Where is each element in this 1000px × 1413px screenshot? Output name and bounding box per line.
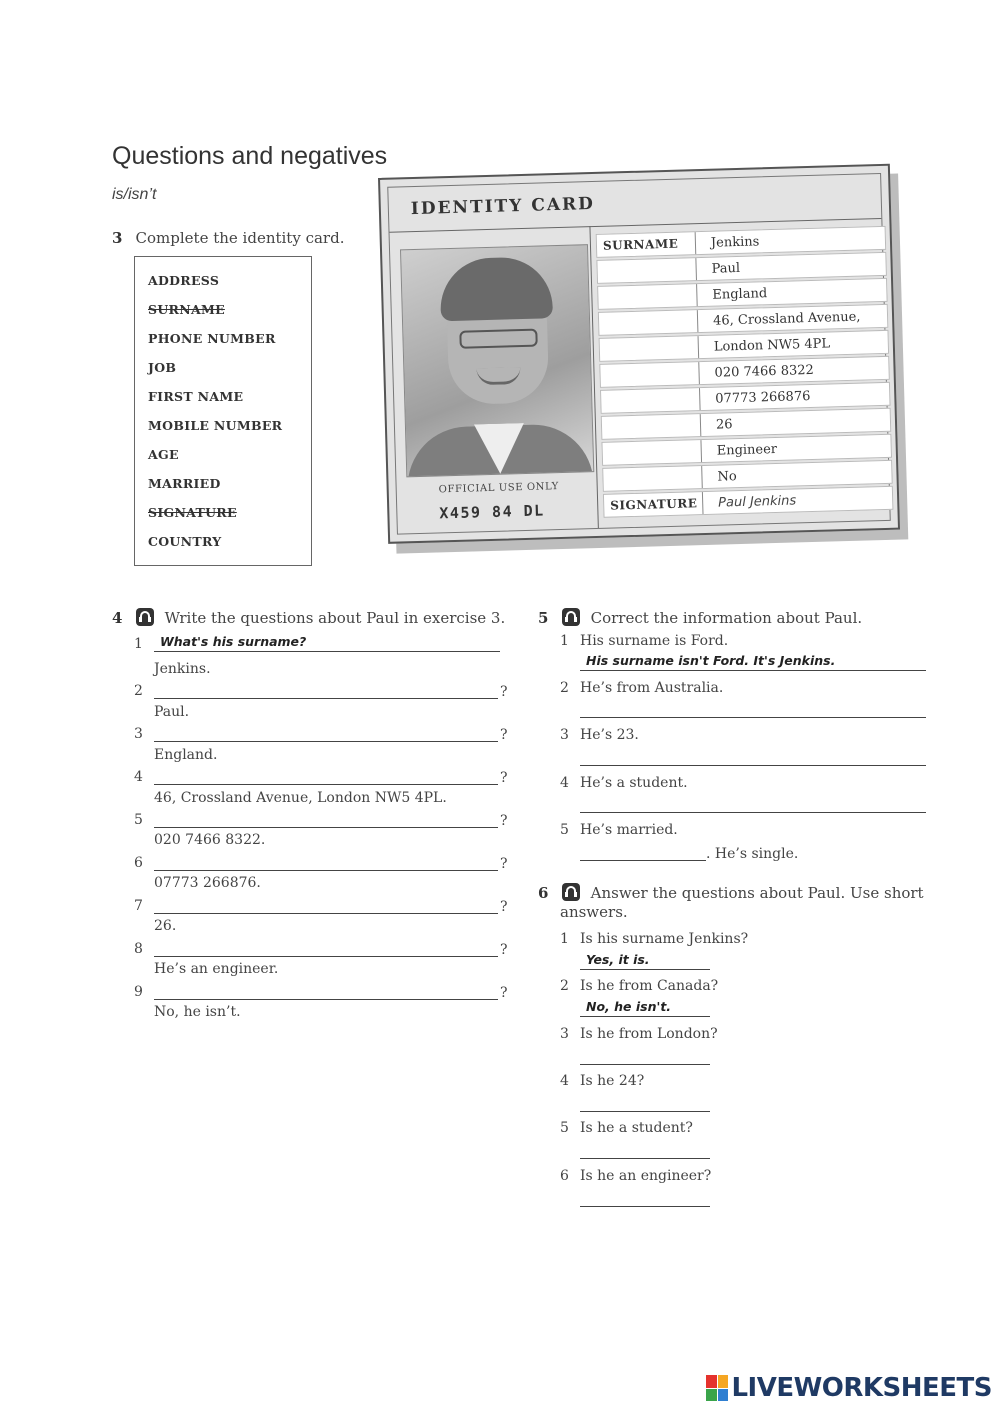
card-row-value: 07773 266876 bbox=[715, 389, 811, 407]
card-body bbox=[378, 164, 900, 544]
card-row-value: 46, Crossland Avenue, bbox=[712, 309, 861, 329]
example-answer: His surname isn't Ford. It's Jenkins. bbox=[586, 653, 836, 668]
statement: He’s a student. bbox=[580, 775, 688, 791]
exercise-4-heading bbox=[112, 608, 505, 627]
card-code: X459 84 DL bbox=[439, 501, 545, 523]
question-number: 8 bbox=[134, 941, 143, 957]
card-row-value: 020 7466 8322 bbox=[714, 362, 815, 381]
answer-line bbox=[580, 1016, 710, 1017]
question-mark: ? bbox=[500, 727, 508, 743]
answer-line bbox=[580, 670, 926, 671]
exercise-number: 5 bbox=[538, 609, 549, 627]
exercise-6-heading bbox=[538, 883, 924, 902]
question-mark: ? bbox=[500, 684, 508, 700]
card-row-value: Paul bbox=[711, 260, 741, 277]
question: Is he 24? bbox=[580, 1073, 645, 1089]
headphones-icon bbox=[136, 608, 154, 626]
item-number: 4 bbox=[560, 1073, 569, 1089]
question-mark: ? bbox=[500, 985, 508, 1001]
item-number: 2 bbox=[560, 978, 569, 994]
question-input-line[interactable] bbox=[154, 827, 498, 828]
example-answer: What's his surname? bbox=[160, 634, 307, 649]
statement-suffix: . He’s single. bbox=[706, 846, 799, 862]
card-row-label: SURNAME bbox=[602, 236, 679, 253]
question-number: 4 bbox=[134, 769, 143, 785]
word-signature: SIGNATURE bbox=[148, 505, 237, 520]
question: Is he a student? bbox=[580, 1120, 693, 1136]
exercise-number: 6 bbox=[538, 884, 549, 902]
identity-card bbox=[378, 163, 908, 557]
question-number: 7 bbox=[134, 898, 143, 914]
headphones-icon bbox=[562, 883, 580, 901]
card-row-value: London NW5 4PL bbox=[713, 336, 831, 355]
question-input-line[interactable] bbox=[154, 913, 498, 914]
card-row-label: SIGNATURE bbox=[610, 496, 698, 513]
item-number: 6 bbox=[560, 1168, 569, 1184]
question-number: 9 bbox=[134, 984, 143, 1000]
question-number: 3 bbox=[134, 726, 143, 742]
exercise-instruction: Correct the information about Paul. bbox=[590, 609, 863, 627]
card-row-value: Jenkins bbox=[710, 234, 760, 251]
answer-line bbox=[154, 651, 500, 652]
photo-hair bbox=[439, 256, 553, 321]
example-answer: Yes, it is. bbox=[586, 952, 650, 967]
given-answer: Jenkins. bbox=[154, 661, 211, 677]
headphones-icon bbox=[562, 608, 580, 626]
given-answer: Paul. bbox=[154, 704, 190, 720]
question-input-line[interactable] bbox=[154, 870, 498, 871]
word-first-name: FIRST NAME bbox=[148, 389, 244, 404]
given-answer: 26. bbox=[154, 918, 177, 934]
question-number: 2 bbox=[134, 683, 143, 699]
question-input-line[interactable] bbox=[154, 999, 498, 1000]
question: Is he from London? bbox=[580, 1026, 718, 1042]
exercise-instruction: Answer the questions about Paul. Use short bbox=[590, 884, 924, 902]
answer-input-line[interactable] bbox=[580, 860, 706, 861]
statement: His surname is Ford. bbox=[580, 633, 729, 649]
question-number: 6 bbox=[134, 855, 143, 871]
item-number: 5 bbox=[560, 1120, 569, 1136]
word-age: AGE bbox=[148, 447, 179, 462]
question-number: 5 bbox=[134, 812, 143, 828]
exercise-instruction: Write the questions about Paul in exercise 3. bbox=[164, 609, 506, 627]
word-phone-number: PHONE NUMBER bbox=[148, 331, 276, 346]
given-answer: 020 7466 8322. bbox=[154, 832, 266, 848]
word-job: JOB bbox=[148, 360, 177, 375]
item-number: 3 bbox=[560, 1026, 569, 1042]
official-use-label: OFFICIAL USE ONLY bbox=[438, 481, 560, 496]
question-mark: ? bbox=[500, 770, 508, 786]
exercise-instruction: Complete the identity card. bbox=[135, 229, 345, 247]
item-number: 5 bbox=[560, 822, 569, 838]
question-input-line[interactable] bbox=[154, 741, 498, 742]
exercise-3-heading bbox=[112, 228, 344, 247]
card-row-value: No bbox=[717, 469, 737, 485]
answer-input-line[interactable] bbox=[580, 1158, 710, 1159]
question: Is he from Canada? bbox=[580, 978, 719, 994]
word-mobile-number: MOBILE NUMBER bbox=[148, 418, 283, 433]
photo-glasses bbox=[459, 329, 537, 349]
logo-text: LIVEWORKSHEETS bbox=[731, 1373, 992, 1403]
example-answer: No, he isn't. bbox=[586, 999, 672, 1014]
answer-input-line[interactable] bbox=[580, 1111, 710, 1112]
liveworksheets-logo[interactable] bbox=[706, 1371, 992, 1405]
answer-input-line[interactable] bbox=[580, 1206, 710, 1207]
given-answer: 07773 266876. bbox=[154, 875, 261, 891]
item-number: 1 bbox=[560, 633, 569, 649]
word-box bbox=[134, 256, 312, 566]
item-number: 2 bbox=[560, 680, 569, 696]
answer-input-line[interactable] bbox=[580, 812, 926, 813]
statement: He’s from Australia. bbox=[580, 680, 724, 696]
statement: He’s 23. bbox=[580, 727, 639, 743]
card-row-value: 26 bbox=[715, 417, 733, 433]
question-mark: ? bbox=[500, 899, 508, 915]
exercise-number: 3 bbox=[112, 229, 123, 247]
card-frame bbox=[387, 173, 891, 535]
item-number: 1 bbox=[560, 931, 569, 947]
answer-input-line[interactable] bbox=[580, 717, 926, 718]
question-mark: ? bbox=[500, 856, 508, 872]
card-row-value: Engineer bbox=[716, 441, 778, 459]
statement: He’s married. bbox=[580, 822, 678, 838]
page-subtitle: is/isn’t bbox=[112, 186, 157, 203]
card-title: IDENTITY CARD bbox=[410, 193, 596, 220]
exercise-number: 4 bbox=[112, 609, 123, 627]
question-input-line[interactable] bbox=[154, 956, 498, 957]
id-photo bbox=[400, 244, 594, 477]
card-signature: Paul Jenkins bbox=[718, 493, 797, 511]
question-mark: ? bbox=[500, 813, 508, 829]
exercise-5-heading bbox=[538, 608, 862, 627]
given-answer: England. bbox=[154, 747, 218, 763]
question-input-line[interactable] bbox=[154, 698, 498, 699]
question-mark: ? bbox=[500, 942, 508, 958]
answer-input-line[interactable] bbox=[580, 1064, 710, 1065]
logo-mark-icon bbox=[706, 1375, 728, 1401]
word-married: MARRIED bbox=[148, 476, 221, 491]
card-row-value: England bbox=[712, 286, 768, 303]
question: Is he an engineer? bbox=[580, 1168, 712, 1184]
word-surname: SURNAME bbox=[148, 302, 225, 317]
given-answer: No, he isn’t. bbox=[154, 1004, 241, 1020]
question-input-line[interactable] bbox=[154, 784, 498, 785]
page-title: Questions and negatives bbox=[112, 142, 388, 170]
answer-input-line[interactable] bbox=[580, 765, 926, 766]
given-answer: 46, Crossland Avenue, London NW5 4PL. bbox=[154, 790, 447, 806]
given-answer: He’s an engineer. bbox=[154, 961, 279, 977]
question-number: 1 bbox=[134, 636, 143, 652]
exercise-instruction-cont: answers. bbox=[560, 903, 628, 921]
question: Is his surname Jenkins? bbox=[580, 931, 749, 947]
word-country: COUNTRY bbox=[148, 534, 222, 549]
answer-line bbox=[580, 969, 710, 970]
item-number: 3 bbox=[560, 727, 569, 743]
item-number: 4 bbox=[560, 775, 569, 791]
word-address: ADDRESS bbox=[148, 273, 220, 288]
